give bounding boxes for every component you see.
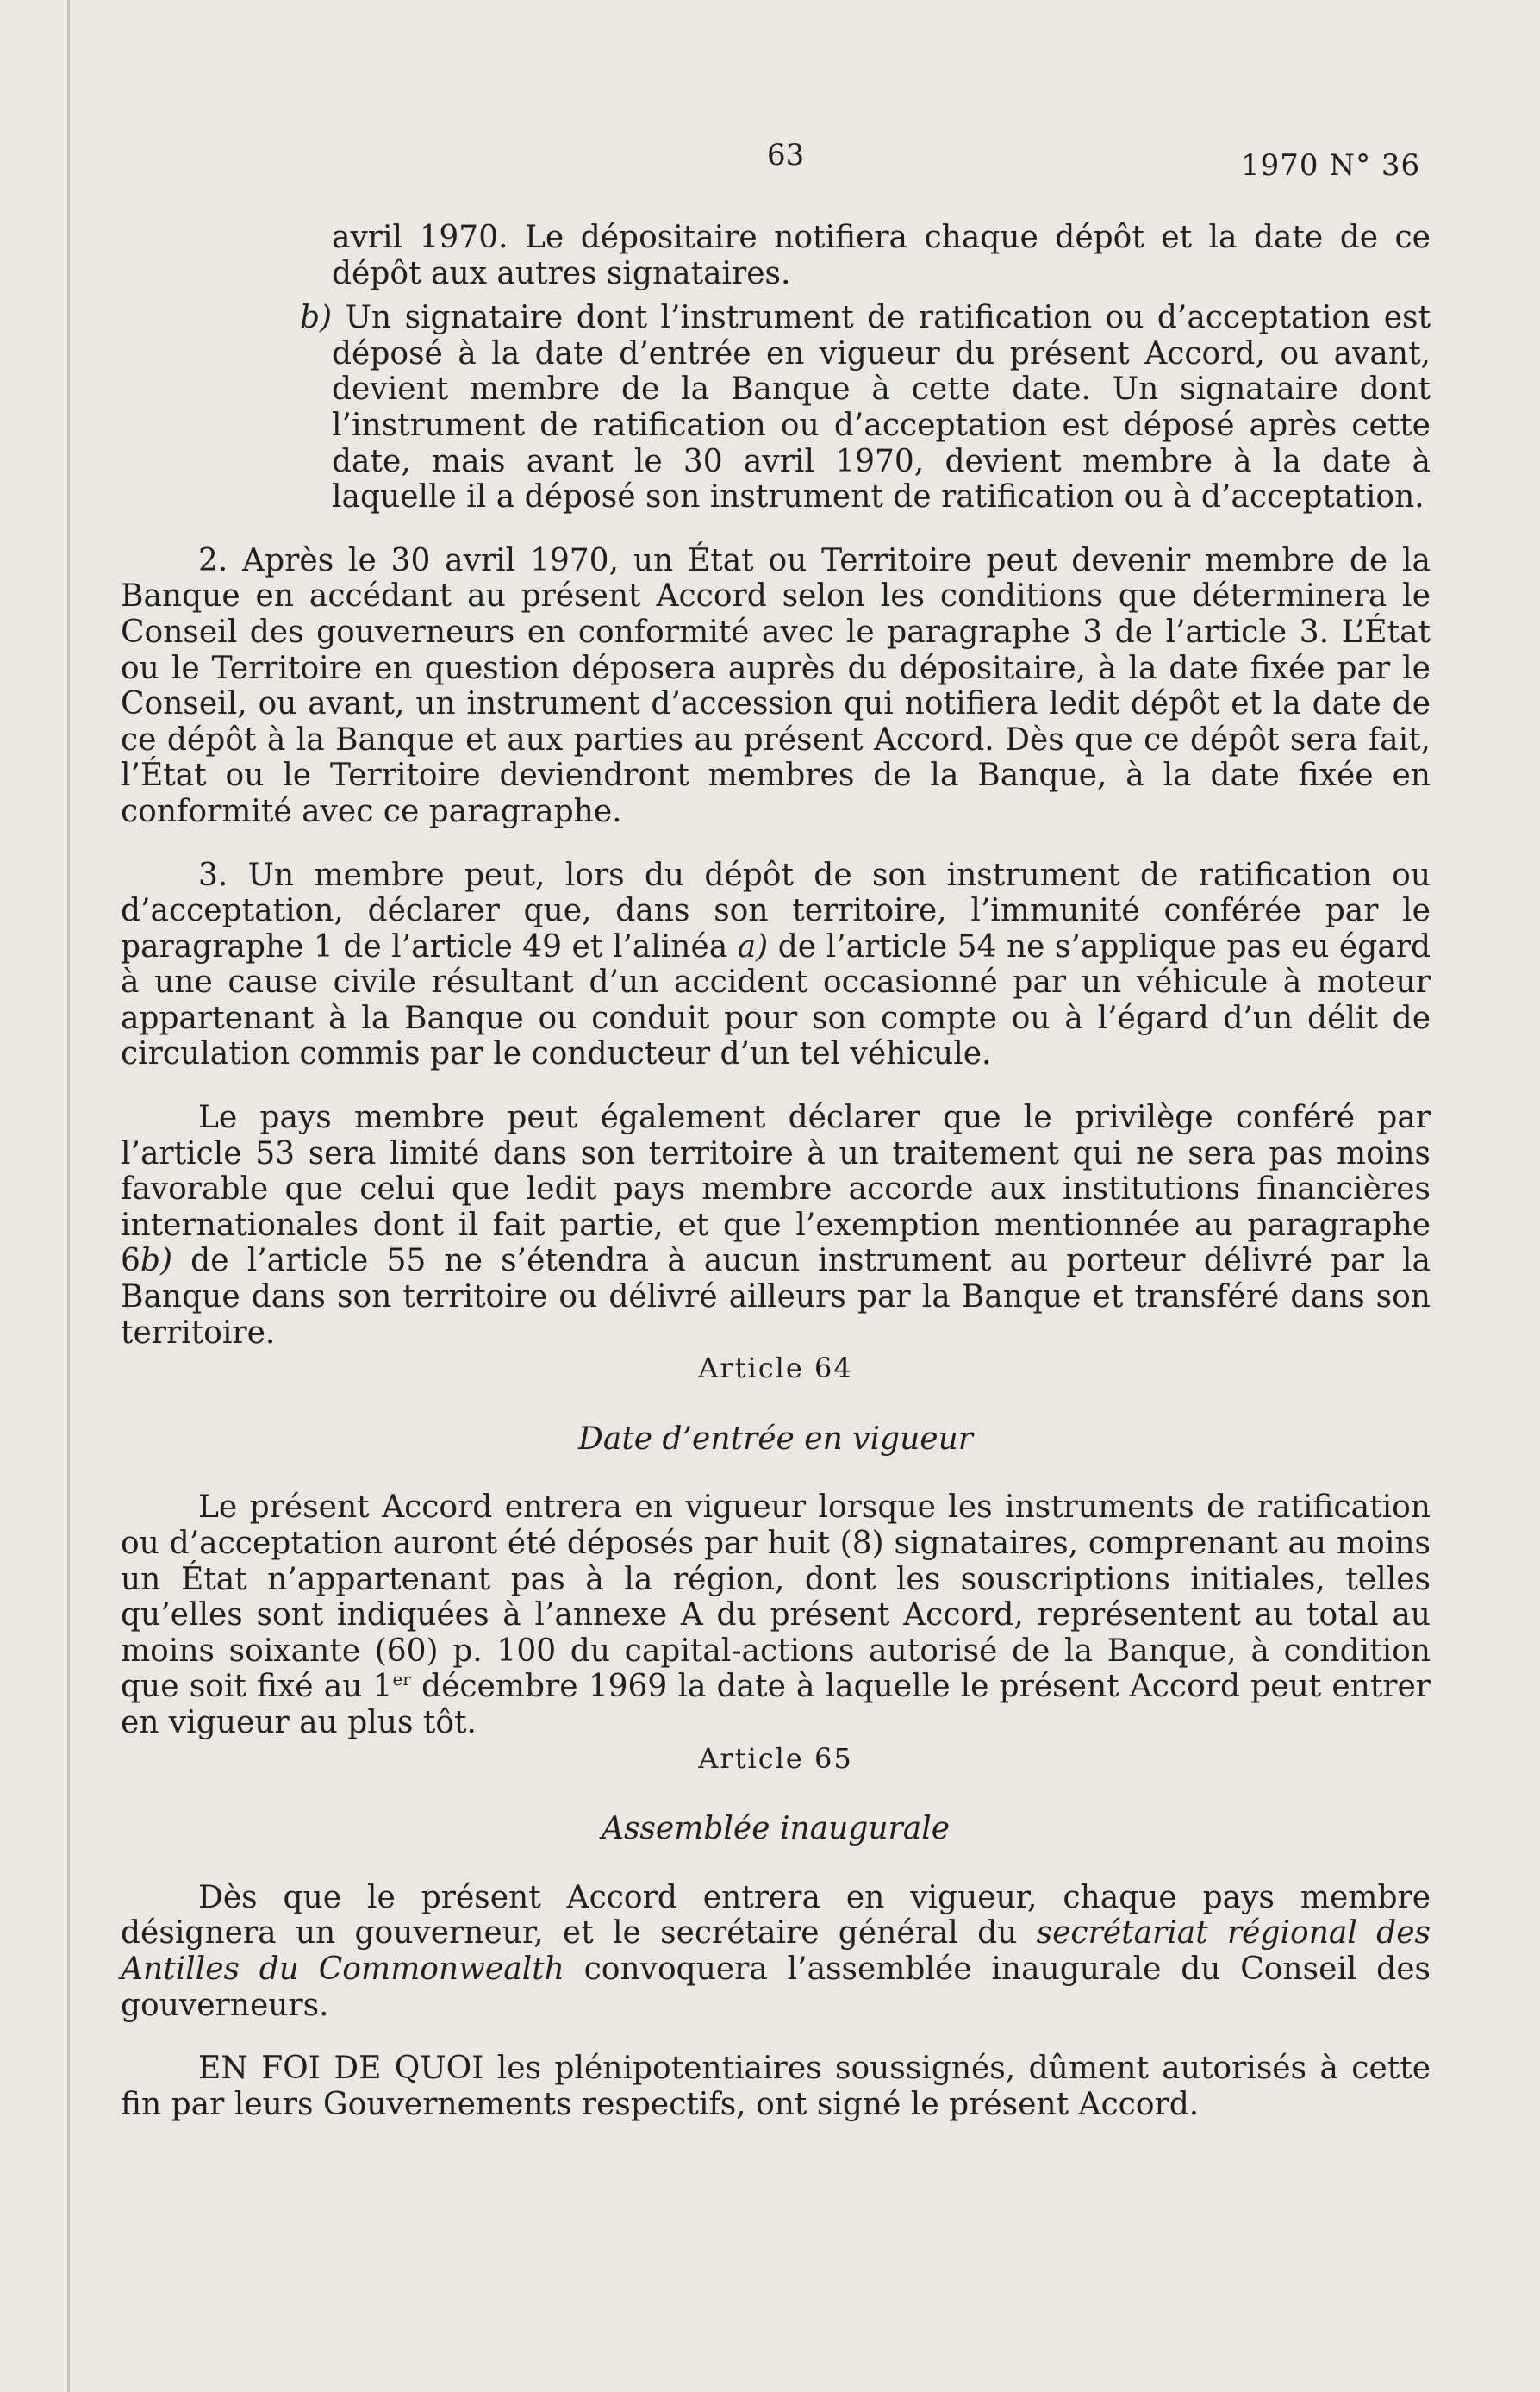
paragraph-2: 2. Après le 30 avril 1970, un État ou Territoire peut devenir membre de la Banque en accédant au présent Accord selon les conditions que déterminera le Conseil des gouverneurs en conformité avec le paragraphe 3 de l’article 3. L’État ou le Territoire en question déposera auprès du dépositaire, à la date fixée par le Conseil, ou avant, un instrument d’accession qui notifiera ledit dépôt et la date de ce dépôt à la Banque et aux parties au présent Accord. Dès que ce dépôt sera fait, l’État ou le Territoire deviendront membres de la Banque, à la date fixée en conformité avec ce paragraphe.	[121, 542, 1431, 829]
paragraph-3: 3. Un membre peut, lors du dépôt de son instrument de ratification ou d’acceptation, déclarer que, dans son territoire, l’immunité conférée par le paragraphe 1 de l’article 49 et l’alinéa a) de l’article 54 ne s’applique pas eu égard à une cause civile résultant d’un accident occasionné par un véhicule à moteur appartenant à la Banque ou conduit pour son compte ou à l’égard d’un délit de circulation commis par le conducteur d’un tel véhicule.	[121, 857, 1431, 1072]
page-number: 63	[767, 138, 805, 172]
paragraph-3-continued: Le pays membre peut également déclarer que le privilège conféré par l’article 53 sera limité dans son territoire à un traitement qui ne sera pas moins favorable que celui que ledit pays membre accorde aux institutions financières internationales dont il fait partie, et que l’exemption mentionnée au paragraphe 6b) de l’article 55 ne s’étendra à aucun instrument au porteur délivré par la Banque dans son territoire ou délivré ailleurs par la Banque et transféré dans son territoire.	[121, 1100, 1431, 1351]
article-65-subtitle: Assemblée inaugurale	[601, 1811, 951, 1847]
running-head: 1970 N° 36	[1241, 148, 1421, 183]
page-binding-edge	[67, 0, 70, 2392]
article-64-heading: Article 64	[698, 1352, 853, 1385]
paragraph-b: b) Un signataire dont l’instrument de ratification ou d’acceptation est déposé à la date d’entrée en vigueur du présent Accord, ou avant, devient membre de la Banque à cette date. Un signataire dont l’instrument de ratification ou d’acceptation est déposé après cette date, mais avant le 30 avril 1970, devient membre à la date à laquelle il a déposé son instrument de ratification ou à d’acceptation.	[300, 300, 1431, 515]
paragraph-continuation: avril 1970. Le dépositaire notifiera chaque dépôt et la date de ce dépôt aux autres signataires.	[332, 220, 1431, 291]
article-65-text: Dès que le présent Accord entrera en vigueur, chaque pays membre désignera un gouverneur, et le secrétaire général du secrétariat régional des Antilles du Commonwealth convoquera l’assemblée inaugurale du Conseil des gouverneurs.	[121, 1879, 1431, 2023]
article-64-subtitle: Date d’entrée en vigueur	[578, 1421, 973, 1457]
article-65-heading: Article 65	[698, 1741, 853, 1775]
article-64-text: Le présent Accord entrera en vigueur lorsque les instruments de ratification ou d’acceptation auront été déposés par huit (8) signataires, comprenant au moins un État n’appartenant pas à la région, dont les souscriptions initiales, telles qu’elles sont indiquées à l’annexe A du présent Accord, représentent au total au moins soixante (60) p. 100 du capital-actions autorisé de la Banque, à condition que soit fixé au 1er décembre 1969 la date à laquelle le présent Accord peut entrer en vigueur au plus tôt.	[121, 1490, 1431, 1740]
document-body	[121, 220, 1431, 2122]
closing-statement: EN FOI DE QUOI les plénipotentiaires soussignés, dûment autorisés à cette fin par leurs Gouvernements respectifs, ont signé le présent Accord.	[121, 2051, 1431, 2122]
paragraph-b-label: b)	[300, 300, 333, 336]
